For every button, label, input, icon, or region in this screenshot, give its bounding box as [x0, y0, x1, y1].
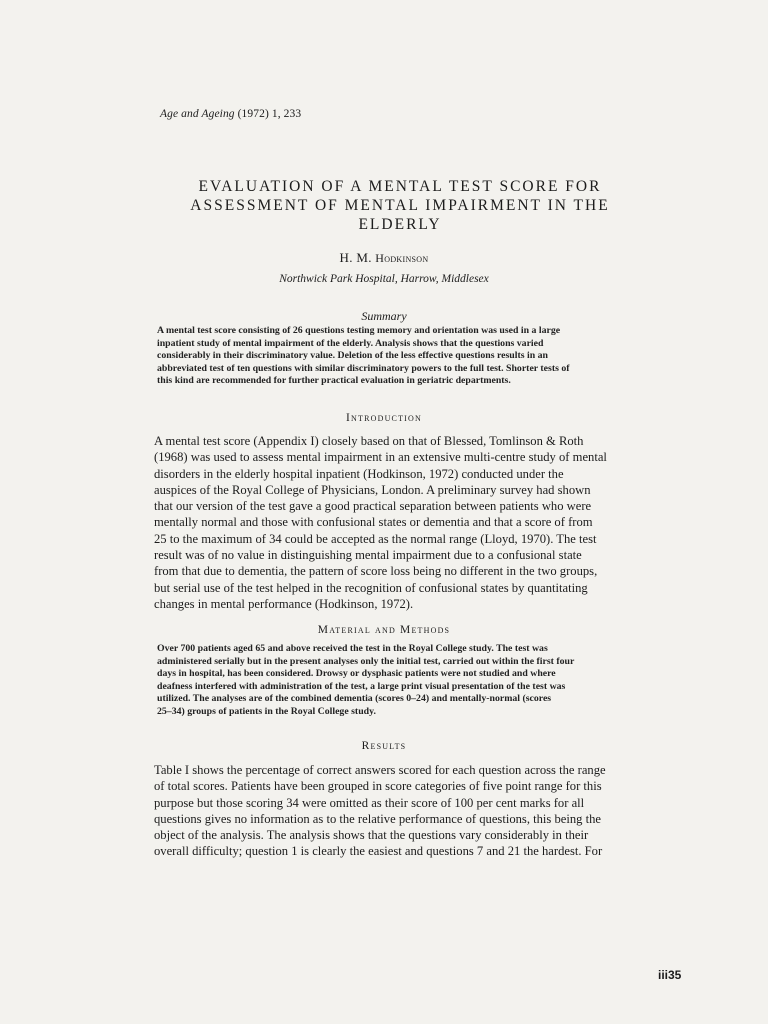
- materials-paragraph: [157, 643, 643, 719]
- introduction-line: result was of no value in distinguishing mental impairment due to a confusional state: [154, 548, 582, 563]
- journal-citation: [160, 108, 301, 120]
- introduction-line: mentally normal and those with confusional states or dementia and that a score of from: [154, 515, 593, 530]
- introduction-heading: Introduction: [345, 412, 422, 424]
- results-line: of total scores. Patients have been grouped in score categories of five point range for this: [154, 779, 602, 794]
- introduction-line: auspices of the Royal College of Physicians, London. A preliminary survey had shown: [154, 482, 591, 497]
- summary-line: this kind are recommended for further practical evaluation in geriatric departments.: [157, 375, 511, 387]
- introduction-line: 25 to the maximum of 34 could be accepted as the normal range (Lloyd, 1970). The test: [154, 531, 597, 546]
- author-name: [0, 250, 768, 266]
- materials-line: utilized. The analyses are of the combined dementia (scores 0–24) and mentally-normal (scores: [157, 693, 552, 705]
- results-line: questions gives no information as to the relative performance of questions, this being the: [154, 811, 601, 826]
- materials-line: days in hospital, has been considered. Drowsy or dysphasic patients were not studied and where: [157, 668, 556, 680]
- introduction-line: from that due to dementia, the pattern of score loss being no different in the two groups,: [154, 564, 598, 579]
- materials-line: 25–34) groups of patients in the Royal College study.: [157, 705, 376, 717]
- summary-line: abbreviated test of ten questions with similar discriminatory powers to the full test. Shorter tests of: [157, 362, 570, 374]
- materials-line: administered serially but in the present analyses only the initial test, carried out within the first four: [157, 655, 575, 667]
- results-line: overall difficulty; question 1 is clearly the easiest and questions 7 and 21 the hardest. For: [154, 844, 603, 859]
- introduction-line: disorders in the elderly hospital inpatient (Hodkinson, 1972) conducted under the: [154, 466, 564, 481]
- summary-line: inpatient study of mental impairment of the elderly. Analysis shows that the questions varied: [157, 337, 544, 349]
- results-line: purpose but those scoring 34 were omitted as their score of 100 per cent marks for all: [154, 795, 585, 810]
- author-affiliation: Northwick Park Hospital, Harrow, Middlesex: [279, 273, 489, 285]
- title-line: EVALUATION OF A MENTAL TEST SCORE FOR: [198, 178, 602, 195]
- article-title: [130, 177, 670, 234]
- results-line: object of the analysis. The analysis shows that the questions vary considerably in their: [154, 828, 589, 843]
- materials-heading: Material and Methods: [317, 624, 451, 636]
- introduction-line: changes in mental performance (Hodkinson, 1972).: [154, 596, 414, 611]
- results-line: Table I shows the percentage of correct answers scored for each question across the range: [154, 763, 606, 777]
- page-number: iii35: [658, 968, 682, 982]
- materials-line: deafness interfered with administration of the test, a large print visual presentation of the test was: [157, 680, 566, 692]
- introduction-line: but serial use of the test helped in the recognition of confusional states by quantitating: [154, 580, 588, 595]
- introduction-line: that our version of the test gave a good practical separation between patients who were: [154, 499, 592, 514]
- introduction-line: A mental test score (Appendix I) closely based on that of Blessed, Tomlinson & Roth: [154, 434, 584, 448]
- materials-line: Over 700 patients aged 65 and above received the test in the Royal College study. The test was: [157, 643, 548, 654]
- summary-heading: Summary: [361, 309, 407, 323]
- summary-line: A mental test score consisting of 26 questions testing memory and orientation was used in a large: [157, 325, 561, 336]
- summary-paragraph: [157, 325, 643, 388]
- author-initials: H. M.: [339, 250, 376, 265]
- introduction-paragraph: [154, 433, 642, 612]
- author-surname: Hodkinson: [375, 251, 429, 265]
- summary-line: considerably in their discriminatory value. Deletion of the less effective questions results in an: [157, 350, 548, 362]
- title-line: ELDERLY: [358, 216, 442, 233]
- introduction-line: (1968) was used to assess mental impairment in an extensive multi-centre study of mental: [154, 450, 607, 465]
- results-paragraph: [154, 762, 642, 860]
- journal-name: Age and Ageing: [160, 108, 235, 120]
- results-heading: Results: [361, 740, 407, 752]
- title-line: ASSESSMENT OF MENTAL IMPAIRMENT IN THE: [190, 197, 610, 214]
- citation-details: (1972) 1, 233: [234, 108, 302, 120]
